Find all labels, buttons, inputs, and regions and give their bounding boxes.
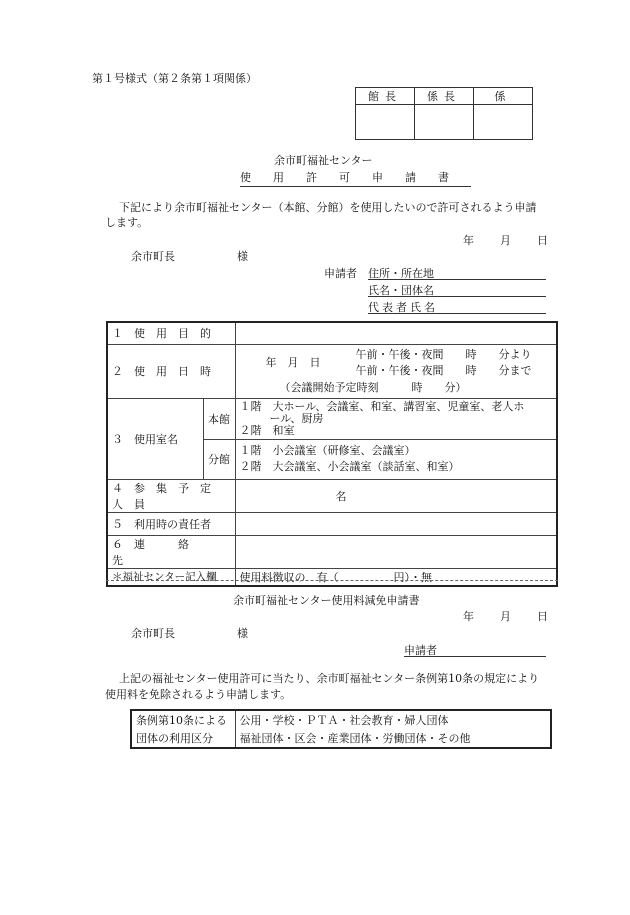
reduction-body-line-2: 使用料を免除されるよう申請します。: [105, 688, 292, 701]
room-label: ３ 使用室名: [107, 398, 203, 479]
approval-stamp-staff[interactable]: [474, 105, 533, 140]
reduction-applicant-line[interactable]: [404, 656, 546, 657]
meeting-start-time: （会議開始予定時刻 時 分）: [279, 380, 467, 394]
honkan-floor1-cont: ール、厨房: [269, 411, 324, 425]
contact-input[interactable]: [235, 535, 557, 568]
reduction-title: 余市町福祉センター使用料減免申請書: [233, 594, 420, 607]
category-label-2: 団体の利用区分: [131, 729, 235, 748]
honkan-rooms[interactable]: [235, 398, 557, 439]
attendees-unit: 名: [335, 489, 347, 503]
date-year: 年: [463, 234, 474, 247]
reduction-addressee: 余市町長: [131, 627, 175, 640]
approval-stamp-director[interactable]: [356, 105, 415, 140]
applicant-address-line: [368, 279, 546, 280]
bunkan-floor2: ２階 大会議室、小会議室（談話室、和室）: [239, 460, 460, 473]
honkan-label: 本館: [203, 398, 235, 439]
form-title: 使用許可申請書: [240, 169, 471, 187]
category-label-1: 条例第10条による: [131, 710, 235, 729]
category-option-row-2[interactable]: 福祉団体・区会・産業団体・労働団体・その他: [235, 729, 551, 748]
datetime-input[interactable]: [235, 344, 557, 398]
purpose-label: １ 使 用 目 的: [107, 322, 235, 344]
attendees-input[interactable]: [235, 479, 557, 512]
intro-line-2: します。: [105, 216, 149, 229]
attendees-label: ４ 参 集 予 定 人 員: [107, 479, 235, 512]
reduction-date-day: 日: [537, 610, 548, 623]
honkan-floor2: ２階 和室: [239, 423, 295, 437]
honkan-floor1: １階 大ホール、会議室、和室、講習室、児童室、老人ホ: [239, 399, 525, 413]
bunkan-floor1: １階 小会議室（研修室、会議室）: [239, 444, 416, 457]
applicant-representative-line: [368, 313, 546, 314]
responsible-input[interactable]: [235, 512, 557, 535]
reduction-body-line-1: 上記の福祉センター使用許可に当たり、余市町福祉センター条例第10条の規定により: [119, 672, 540, 685]
responsible-label: ５ 利用時の責任者: [107, 512, 235, 535]
category-option-row-1[interactable]: 公用・学校・ＰＴＡ・社会教育・婦人団体: [235, 710, 551, 729]
addressee: 余市町長: [131, 250, 175, 263]
datetime-label: ２ 使 用 日 時: [107, 344, 235, 398]
date-month: 月: [500, 234, 511, 247]
fee-collection[interactable]: 使用料徴収の 有（ 円）・無: [235, 568, 557, 586]
reduction-date-month: 月: [500, 610, 511, 623]
category-table: [130, 709, 552, 749]
purpose-input[interactable]: [235, 322, 557, 344]
applicant-name-line: [368, 296, 546, 297]
bunkan-label: 分館: [203, 439, 235, 479]
form-number: 第１号様式（第２条第１項関係）: [92, 72, 257, 85]
approval-header-chief: 係長: [415, 88, 474, 105]
reduction-applicant-label: 申請者: [404, 644, 437, 657]
contact-label: ６ 連 絡 先: [107, 535, 235, 568]
datetime-to: 午前・午後・夜間 時 分まで: [355, 363, 532, 377]
section-divider: [106, 580, 558, 581]
application-table: [106, 321, 558, 587]
bunkan-rooms[interactable]: [235, 439, 557, 479]
reduction-date-year: 年: [463, 610, 474, 623]
center-name: 余市町福祉センター: [274, 154, 373, 167]
approval-header-director: 館長: [356, 88, 415, 105]
applicant-name-field[interactable]: 氏名・団体名: [368, 284, 434, 297]
applicant-label: 申請者: [324, 267, 357, 280]
office-use-label: ＊福祉センター記入欄: [107, 568, 235, 586]
reduction-honorific: 様: [237, 627, 248, 640]
applicant-representative-field[interactable]: 代表者氏名: [368, 301, 438, 314]
datetime-from: 午前・午後・夜間 時 分より: [355, 347, 532, 361]
datetime-ymd: 年 月 日: [265, 355, 321, 369]
applicant-address-field[interactable]: 住所・所在地: [368, 267, 434, 280]
approval-header-staff: 係: [474, 88, 533, 105]
approval-stamp-table: [355, 87, 533, 140]
honorific: 様: [237, 250, 248, 263]
intro-line-1: 下記により余市町福祉センター（本館、分館）を使用したいので許可されるよう申請: [119, 201, 537, 214]
approval-stamp-chief[interactable]: [415, 105, 474, 140]
date-day: 日: [537, 234, 548, 247]
